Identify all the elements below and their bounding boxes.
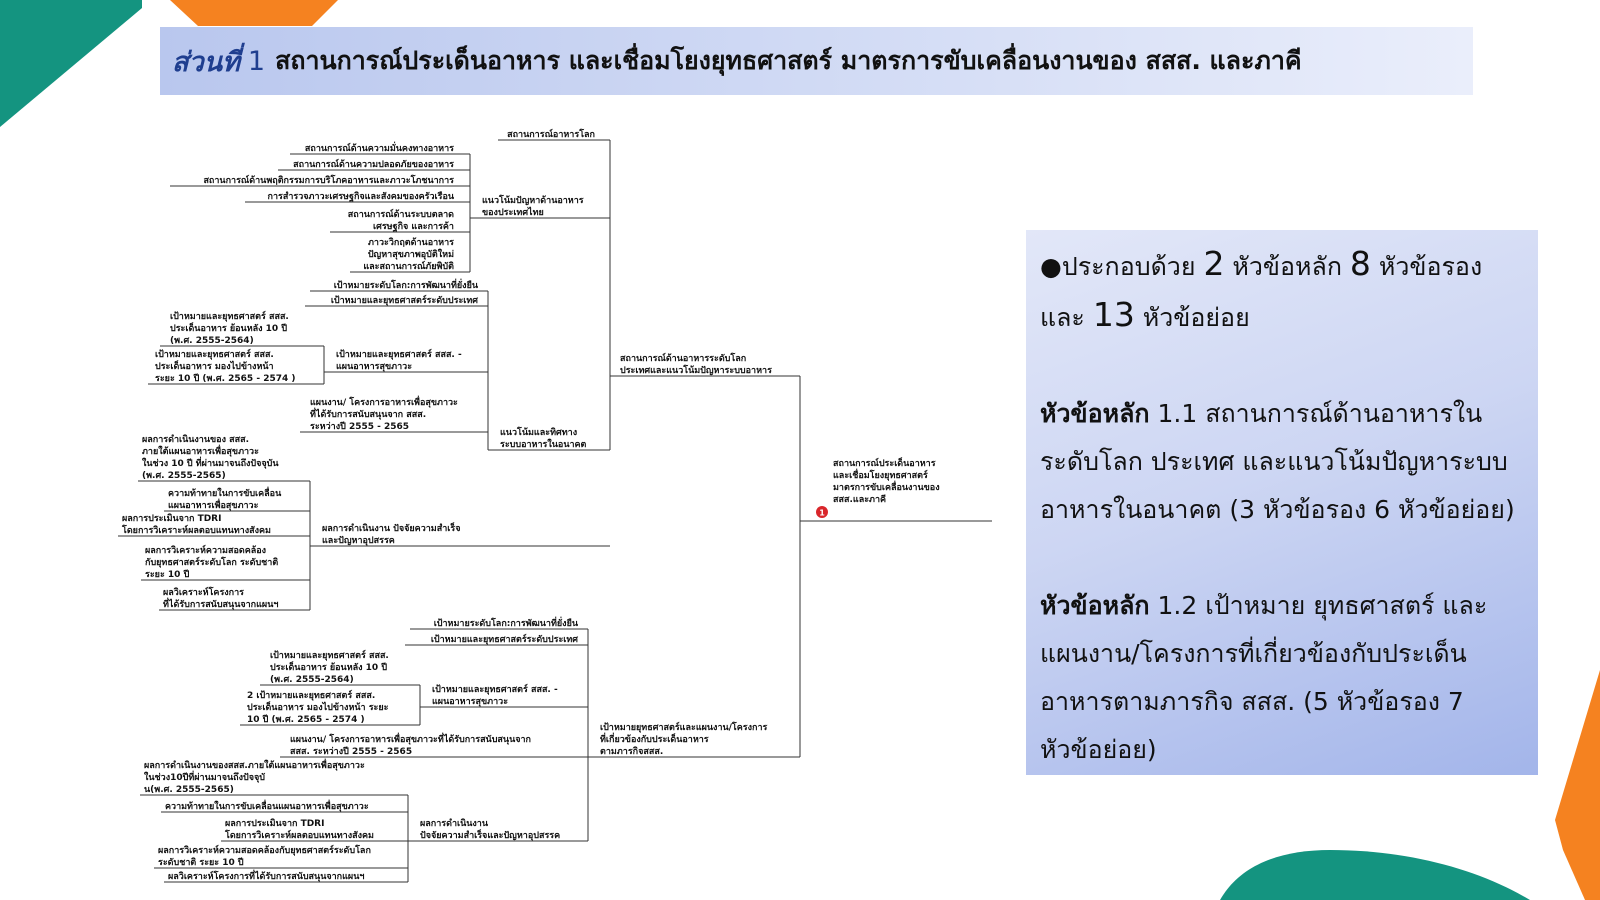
results-item: ผลการประเมินจาก TDRI โดยการวิเคราะห์ผลตอบแทนทางสังคม — [122, 514, 271, 536]
branch-b-results-item: ผลการดำเนินงานของสสส.ภายใต้แผนอาหารเพื่อสุขภาวะในช่วง10ปีที่ผ่านมาจนถึงปัจจุบัน(พ.ศ. 2555-2565) — [144, 761, 365, 795]
part-number: 1 — [247, 45, 266, 77]
branch-b-results-item: ผลการประเมินจาก TDRI โดยการวิเคราะห์ผลตอบแทนทางสังคม — [225, 819, 374, 841]
future-global-goal: เป้าหมายระดับโลก:การพัฒนาที่ยั่งยืน — [333, 281, 478, 291]
root-node-label: สถานการณ์ประเด็นอาหารและเชื่อมโยงยุทธศาสตร์มาตรการขับเคลื่อนงานของสสส.และภาคี — [833, 459, 940, 505]
future-plan-label: เป้าหมายและยุทธศาสตร์ สสส. -แผนอาหารสุขภาวะ — [336, 350, 462, 372]
results-item: ผลการวิเคราะห์ความสอดคล้องกับยุทธศาสตร์ระดับโลก ระดับชาติระยะ 10 ปี — [145, 546, 279, 580]
thai-trends-item: สถานการณ์ด้านความปลอดภัยของอาหาร — [293, 160, 454, 170]
page-title: สถานการณ์ประเด็นอาหาร และเชื่อมโยงยุทธศาสตร์ มาตรการขับเคลื่อนงานของ สสส. และภาคี — [275, 46, 1302, 75]
summary-counts-line-2 — [1040, 291, 1526, 342]
topic-1-label: หัวข้อหลัก — [1040, 399, 1150, 428]
branch-a-label: สถานการณ์ด้านอาหารระดับโลกประเทศและแนวโน้มปัญหาระบบอาหาร — [620, 354, 772, 376]
future-trends-label: แนวโน้มและทิศทางระบบอาหารในอนาคต — [500, 428, 587, 450]
future-plan-item: เป้าหมายและยุทธศาสตร์ สสส.ประเด็นอาหาร มองไปข้างหน้าระยะ 10 ปี (พ.ศ. 2565 - 2574 ) — [155, 350, 296, 384]
topic-2-line-2: แผนงาน/โครงการที่เกี่ยวข้องกับประเด็น — [1040, 639, 1467, 668]
summary-text: หัวข้อย่อย — [1142, 303, 1250, 332]
teal-corner-bottom-right — [1220, 845, 1530, 900]
future-plan-item: เป้าหมายและยุทธศาสตร์ สสส.ประเด็นอาหาร ย้อนหลัง 10 ปี(พ.ศ. 2555-2564) — [170, 312, 289, 346]
branch-b-label: เป้าหมายยุทธศาสตร์และแผนงาน/โครงการที่เกี่ยวข้องกับประเด็นอาหารตามภารกิจสสส. — [600, 723, 768, 757]
thai-trends-item: สถานการณ์ด้านพฤติกรรมการบริโภคอาหารและภาวะโภชนาการ — [203, 176, 454, 186]
summary-text: และ — [1040, 303, 1085, 332]
branch-b-results-item: ความท้าทายในการขับเคลื่อนแผนอาหารเพื่อสุขภาวะ — [165, 802, 369, 812]
topic-1-text: 1.1 สถานการณ์ด้านอาหารใน — [1157, 399, 1483, 428]
future-projects-label: แผนงาน/ โครงการอาหารเพื่อสุขภาวะที่ได้รับการสนับสนุนจาก สสส.ระหว่างปี 2555 - 2565 — [310, 398, 458, 432]
count-sub: 8 — [1349, 244, 1371, 283]
topic-2-line-3: อาหารตามภารกิจ สสส. (5 หัวข้อรอง 7 — [1040, 687, 1464, 716]
orange-corner-bottom-right — [1555, 670, 1600, 900]
results-label: ผลการดำเนินงาน ปัจจัยความสำเร็จและปัญหาอุปสรรค — [322, 524, 461, 546]
topic-1-line-2: ระดับโลก ประเทศ และแนวโน้มปัญหาระบบ — [1040, 447, 1508, 476]
branch-b-results-item: ผลการวิเคราะห์ความสอดคล้องกับยุทธศาสตร์ระดับโลกระดับชาติ ระยะ 10 ปี — [158, 846, 371, 868]
thai-trends-item: ภาวะวิกฤตด้านอาหารปัญหาสุขภาพอุบัติใหม่และสถานการณ์ภัยพิบัติ — [363, 238, 454, 272]
summary-counts-line — [1040, 240, 1526, 291]
topic-2-line-1 — [1040, 582, 1526, 630]
topic-2-label: หัวข้อหลัก — [1040, 591, 1150, 620]
thai-trends-item: สถานการณ์ด้านความมั่นคงทางอาหาร — [304, 144, 454, 154]
branch-b-results-label: ผลการดำเนินงานปัจจัยความสำเร็จและปัญหาอุปสรรค — [420, 819, 561, 841]
branch-b-national-goal: เป้าหมายและยุทธศาสตร์ระดับประเทศ — [430, 635, 578, 645]
branch-b-plan-item: 2 เป้าหมายและยุทธศาสตร์ สสส.ประเด็นอาหาร มองไปข้างหน้า ระยะ 10 ปี (พ.ศ. 2565 - 2574 ) — [247, 691, 389, 725]
summary-text: หัวข้อหลัก — [1232, 252, 1342, 281]
branch-b-plan-label: เป้าหมายและยุทธศาสตร์ สสส. -แผนอาหารสุขภาวะ — [432, 685, 558, 707]
branch-b-global-goal: เป้าหมายระดับโลก:การพัฒนาที่ยั่งยืน — [433, 619, 578, 629]
topic-1-line-1 — [1040, 390, 1526, 438]
part-label: ส่วนที่ — [172, 46, 240, 78]
summary-panel — [1026, 230, 1538, 775]
results-item: ผลวิเคราะห์โครงการที่ได้รับการสนับสนุนจากแผนฯ — [163, 588, 279, 610]
summary-text: ประกอบด้วย — [1061, 252, 1196, 281]
branch-b-results-item: ผลวิเคราะห์โครงการที่ได้รับการสนับสนุนจากแผนฯ — [168, 872, 365, 882]
topic-1-line-3: อาหารในอนาคต (3 หัวข้อรอง 6 หัวข้อย่อย) — [1040, 495, 1515, 524]
branch-b-plan-item: เป้าหมายและยุทธศาสตร์ สสส.ประเด็นอาหาร ย้อนหลัง 10 ปี(พ.ศ. 2555-2564) — [270, 651, 389, 685]
bullet-icon: ● — [1040, 252, 1062, 281]
count-minor: 13 — [1092, 295, 1135, 334]
branch-a-world-label: สถานการณ์อาหารโลก — [507, 130, 595, 140]
priority-badge-number: 1 — [819, 508, 825, 518]
results-item: ผลการดำเนินงานของ สสส.ภายใต้แผนอาหารเพื่อสุขภาวะในช่วง 10 ปี ที่ผ่านมาจนถึงปัจจุบัน(พ.ศ. 2555-2565) — [142, 435, 279, 481]
thai-trends-label: แนวโน้มปัญหาด้านอาหารของประเทศไทย — [482, 196, 584, 218]
branch-b-projects-label: แผนงาน/ โครงการอาหารเพื่อสุขภาวะที่ได้รับการสนับสนุนจากสสส. ระหว่างปี 2555 - 2565 — [290, 735, 532, 757]
results-item: ความท้าทายในการขับเคลื่อนแผนอาหารเพื่อสุขภาวะ — [168, 489, 282, 511]
summary-text: หัวข้อรอง — [1378, 252, 1483, 281]
topic-2-text: 1.2 เป้าหมาย ยุทธศาสตร์ และ — [1157, 591, 1488, 620]
thai-trends-item: การสำรวจภาวะเศรษฐกิจและสังคมของครัวเรือน — [267, 192, 454, 202]
thai-trends-item: สถานการณ์ด้านระบบตลาดเศรษฐกิจ และการค้า — [347, 210, 454, 232]
count-main: 2 — [1203, 244, 1225, 283]
topic-2-line-4: หัวข้อย่อย) — [1040, 735, 1157, 764]
future-national-goal: เป้าหมายและยุทธศาสตร์ระดับประเทศ — [330, 296, 478, 306]
